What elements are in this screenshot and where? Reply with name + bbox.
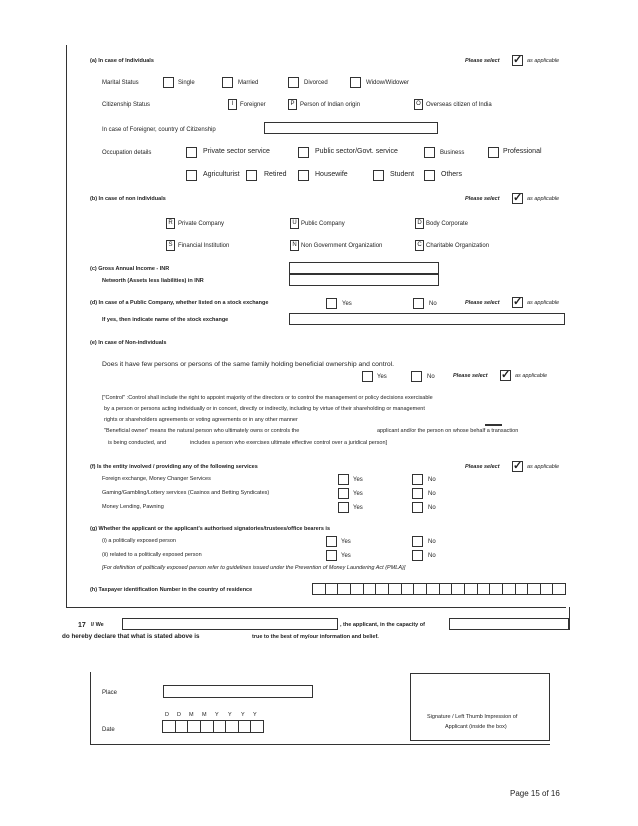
left-margin-line: [66, 45, 67, 607]
pep-related-label: (ii) related to a politically exposed person: [102, 552, 202, 558]
divorced-checkbox[interactable]: [288, 77, 299, 88]
financial-institution-label: Financial Institution: [178, 243, 230, 249]
date-letter: D: [177, 712, 181, 718]
business-label: Business: [440, 150, 465, 156]
section-a-title: (a) In case of Individuals: [90, 58, 154, 64]
divorced-label: Divorced: [304, 80, 328, 86]
private-sector-checkbox[interactable]: [186, 147, 197, 158]
pep-related-yes-checkbox[interactable]: [326, 550, 337, 561]
pep-definition-note: [For definition of politically exposed person refer to guidelines issued under the Prevention of Money Laundering Act (PMLA)]: [102, 565, 406, 571]
housewife-label: Housewife: [315, 171, 348, 178]
family-ownership-question: Does it have few persons or persons of the same family holding beneficial ownership and control.: [102, 361, 395, 368]
private-sector-label: Private sector service: [203, 148, 270, 155]
date-label: Date: [102, 727, 115, 733]
section-g-title: (g) Whether the applicant or the applicant's authorised signatories/trustees/office bearers is: [90, 526, 330, 532]
please-select-label: Please select: [465, 196, 500, 202]
code-n[interactable]: N: [290, 240, 299, 251]
gross-income-label: (c) Gross Annual Income - INR: [90, 266, 170, 272]
beneficial-owner-line1b: applicant and/or the person on whose behalf a transaction: [377, 428, 519, 434]
widow-label: Widow/Widower: [366, 80, 410, 86]
gaming-yes-checkbox[interactable]: [338, 488, 349, 499]
yes-label: Yes: [341, 539, 351, 545]
signature-label-line2: Applicant (inside the box): [445, 724, 507, 730]
beneficial-owner-line2b: includes a person who exercises ultimate effective control over a juridical person]: [190, 440, 388, 446]
forex-service-label: Foreign exchange, Money Changer Services: [102, 476, 211, 482]
as-applicable-label: as applicable: [527, 58, 560, 64]
beneficial-owner-line1a: "Beneficial owner" means the natural person who ultimately owns or controls the: [104, 428, 300, 434]
pep-related-no-checkbox[interactable]: [412, 550, 423, 561]
professional-checkbox[interactable]: [488, 147, 499, 158]
single-label: Single: [178, 80, 195, 86]
control-definition-line3: rights or shareholders agreements or voting agreements or in any other manner: [104, 417, 298, 423]
section-e-title: (e) In case of Non-individuals: [90, 340, 167, 346]
foreigner-country-label: In case of Foreigner, country of Citizenship: [102, 127, 216, 133]
networth-input[interactable]: [289, 274, 439, 286]
public-company-label: Public Company: [301, 221, 345, 227]
signature-box[interactable]: [410, 673, 550, 741]
please-select-label: Please select: [465, 300, 500, 306]
married-checkbox[interactable]: [222, 77, 233, 88]
section-f-title: (f) Is the entity involved / providing any of the following services: [90, 464, 258, 470]
as-applicable-label: as applicable: [527, 464, 560, 470]
others-label: Others: [441, 171, 463, 178]
date-letter: Y: [228, 712, 232, 718]
foreigner-label: Foreigner: [240, 102, 266, 108]
footer-left-line: [90, 672, 91, 744]
gaming-no-checkbox[interactable]: [412, 488, 423, 499]
as-applicable-label: as applicable: [527, 196, 560, 202]
section-d-title: (d) In case of a Public Company, whether listed on a stock exchange: [90, 300, 269, 306]
check-icon: ✓: [513, 54, 523, 66]
place-label: Place: [102, 690, 118, 696]
charitable-org-label: Charitable Organization: [426, 243, 490, 249]
divider-mark: [485, 424, 502, 426]
date-letter: Y: [241, 712, 245, 718]
beneficial-owner-line2a: is being conducted, and: [108, 440, 167, 446]
check-icon: ✓: [513, 296, 523, 308]
pep-yes-checkbox[interactable]: [326, 536, 337, 547]
yes-label: Yes: [353, 505, 363, 511]
declaration-number: 17: [78, 622, 86, 629]
no-label: No: [428, 553, 436, 559]
housewife-checkbox[interactable]: [298, 170, 309, 181]
listed-no-checkbox[interactable]: [413, 298, 424, 309]
no-label: No: [428, 539, 436, 545]
date-input[interactable]: [162, 720, 264, 733]
control-definition-line2: by a person or persons acting individually or in concert, directly or indirectly, including by virtue of their shareholding or management: [104, 406, 425, 412]
yes-label: Yes: [341, 553, 351, 559]
declaration-right-line: [569, 607, 570, 630]
declaration-top-line: [66, 607, 566, 608]
lending-no-checkbox[interactable]: [412, 502, 423, 513]
declaration-line2a: do hereby declare that what is stated above is: [62, 633, 200, 640]
yes-label: Yes: [353, 491, 363, 497]
yes-label: Yes: [377, 374, 387, 380]
pep-label: (i) a politically exposed person: [102, 538, 176, 544]
check-icon: ✓: [513, 460, 523, 472]
citizen-code-o[interactable]: O: [414, 99, 423, 110]
signature-label-line1: Signature / Left Thumb Impression of: [427, 714, 518, 720]
citizen-code-p[interactable]: P: [288, 99, 297, 110]
listed-yes-checkbox[interactable]: [326, 298, 337, 309]
forex-no-checkbox[interactable]: [412, 474, 423, 485]
date-letter: M: [189, 712, 194, 718]
date-letter: Y: [253, 712, 257, 718]
date-letter: Y: [215, 712, 219, 718]
code-c[interactable]: C: [415, 240, 424, 251]
citizen-code-i[interactable]: I: [228, 99, 237, 110]
section-b-title: (b) In case of non individuals: [90, 196, 166, 202]
agriculturist-checkbox[interactable]: [186, 170, 197, 181]
declaration-line2b: true to the best of my/our information and belief.: [252, 634, 379, 640]
public-sector-label: Public sector/Govt. service: [315, 148, 398, 155]
code-r[interactable]: R: [166, 218, 175, 229]
public-sector-checkbox[interactable]: [298, 147, 309, 158]
yes-label: Yes: [353, 477, 363, 483]
no-label: No: [428, 491, 436, 497]
code-u[interactable]: U: [290, 218, 299, 229]
lending-yes-checkbox[interactable]: [338, 502, 349, 513]
gross-income-input[interactable]: [289, 262, 439, 274]
oci-label: Overseas citizen of India: [426, 102, 492, 108]
retired-checkbox[interactable]: [246, 170, 257, 181]
pep-no-checkbox[interactable]: [412, 536, 423, 547]
code-s[interactable]: S: [166, 240, 175, 251]
occupation-label: Occupation details: [102, 150, 152, 156]
marital-status-label: Marital Status: [102, 80, 139, 86]
ngo-label: Non Government Organization: [301, 243, 383, 249]
family-no-checkbox[interactable]: [411, 371, 422, 382]
stock-exchange-input[interactable]: [289, 313, 565, 325]
retired-label: Retired: [264, 171, 287, 178]
as-applicable-label: as applicable: [527, 300, 560, 306]
applicant-name-input[interactable]: [122, 618, 338, 630]
agriculturist-label: Agriculturist: [203, 171, 240, 178]
no-label: No: [429, 301, 437, 307]
please-select-label: Please select: [465, 58, 500, 64]
please-select-label: Please select: [465, 464, 500, 470]
pio-label: Person of Indian origin: [300, 102, 361, 108]
capacity-label: , the applicant, in the capacity of: [340, 622, 425, 628]
gaming-service-label: Gaming/Gambling/Lottery services (Casinos and Betting Syndicates): [102, 490, 270, 496]
page-number: Page 15 of 16: [510, 789, 560, 798]
others-checkbox[interactable]: [424, 170, 435, 181]
money-lending-label: Money Lending, Pawning: [102, 504, 164, 510]
check-icon: ✓: [513, 192, 523, 204]
married-label: Married: [238, 80, 259, 86]
footer-bottom-line: [90, 744, 550, 745]
place-input[interactable]: [163, 685, 313, 698]
no-label: No: [427, 374, 435, 380]
date-letter: D: [165, 712, 169, 718]
capacity-input[interactable]: [449, 618, 569, 630]
single-checkbox[interactable]: [163, 77, 174, 88]
date-letter: M: [202, 712, 207, 718]
citizenship-status-label: Citizenship Status: [102, 102, 151, 108]
family-yes-checkbox[interactable]: [362, 371, 373, 382]
no-label: No: [428, 477, 436, 483]
code-d[interactable]: D: [415, 218, 424, 229]
yes-label: Yes: [342, 301, 352, 307]
stock-exchange-label: If yes, then indicate name of the stock exchange: [102, 317, 229, 323]
private-company-label: Private Company: [178, 221, 225, 227]
widow-checkbox[interactable]: [350, 77, 361, 88]
forex-yes-checkbox[interactable]: [338, 474, 349, 485]
control-definition-line1: ["Control" :Control shall include the right to appoint majority of the directors or to control the management or policy decisions exercisable: [102, 395, 433, 401]
student-checkbox[interactable]: [373, 170, 384, 181]
iwe-label: I/ We: [91, 622, 104, 628]
networth-label: Networth (Assets less liabilities) in INR: [102, 278, 204, 284]
check-icon: ✓: [501, 369, 511, 381]
business-checkbox[interactable]: [424, 147, 435, 158]
country-input[interactable]: [264, 122, 438, 134]
tin-input[interactable]: [312, 583, 566, 595]
student-label: Student: [390, 171, 415, 178]
as-applicable-label: as applicable: [515, 373, 548, 379]
section-h-title: (h) Taxpayer identification Number in the country of residence: [90, 587, 253, 593]
please-select-label: Please select: [453, 373, 488, 379]
body-corporate-label: Body Corporate: [426, 221, 469, 227]
no-label: No: [428, 505, 436, 511]
professional-label: Professional: [503, 148, 542, 155]
